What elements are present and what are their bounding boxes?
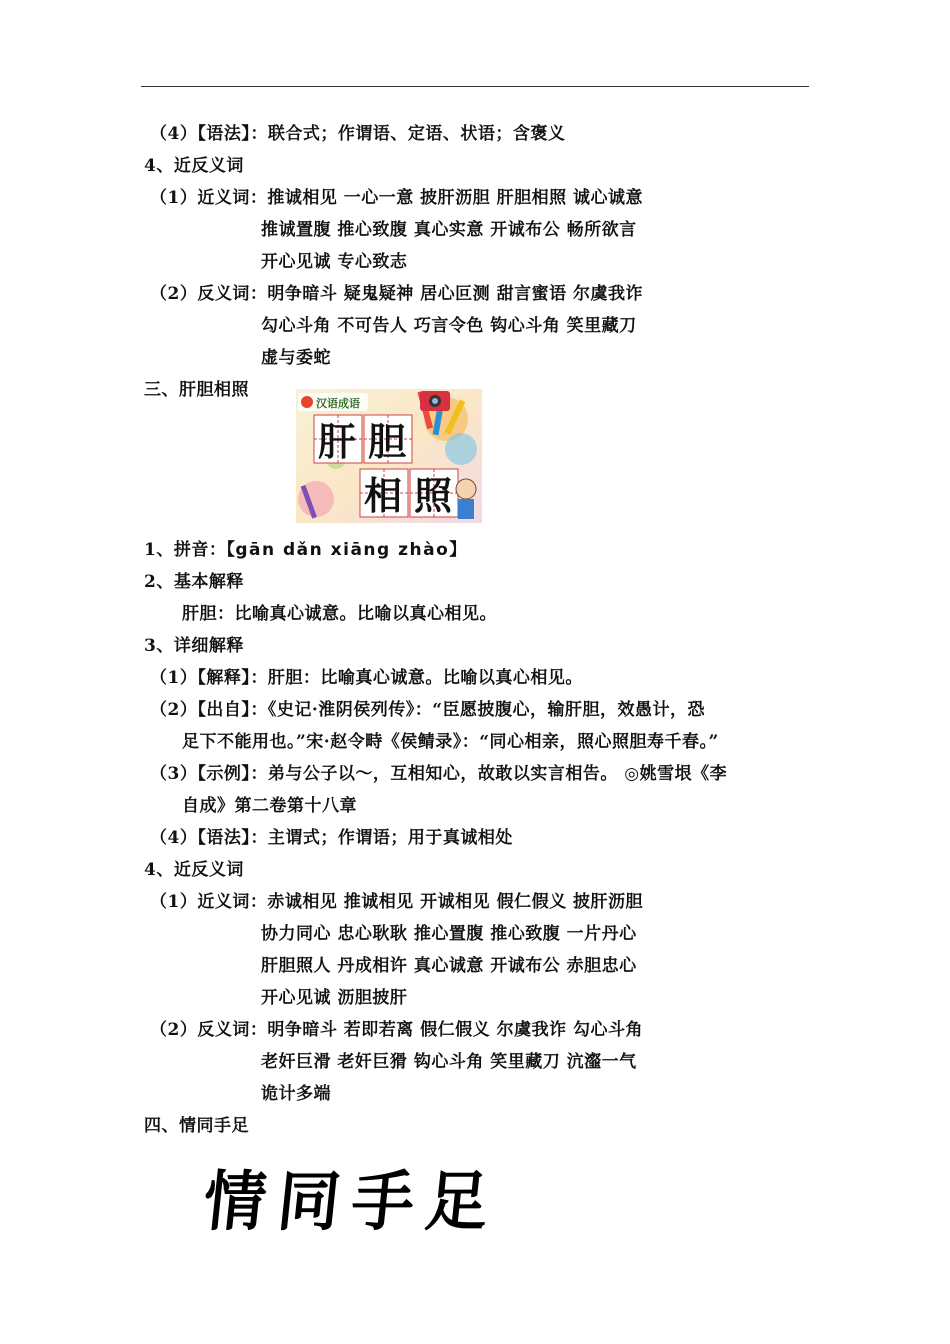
pinyin-line — [144, 538, 467, 562]
section-heading-synonyms-2: 4、近反义词 — [144, 860, 244, 880]
pinyin-value: gān dǎn xiāng zhào — [235, 540, 450, 560]
calligraphy-title: 情同手足 — [200, 1163, 505, 1240]
illus-char-1: 肝 — [318, 419, 357, 464]
chapter-heading-qingtong: 四、情同手足 — [144, 1116, 249, 1136]
idiom-illustration — [296, 389, 482, 523]
illus-char-3: 相 — [364, 473, 403, 518]
detail-source-line-1: （2）【出自】：《史记·淮阴侯列传》：“臣愿披腹心，输肝胆，效愚计，恐 — [150, 700, 706, 720]
synonyms-line-2: 推诚置腹 推心致腹 真心实意 开诚布公 畅所欲言 — [261, 220, 637, 240]
grammar-line-1: （4）【语法】：联合式；作谓语、定语、状语；含褒义 — [150, 124, 566, 144]
grammar-line-2: （4）【语法】：主谓式；作谓语；用于真诚相处 — [150, 828, 513, 848]
section-heading-synonyms-1: 4、近反义词 — [144, 156, 244, 176]
idiom-illustration-graphic — [296, 389, 482, 523]
illus-char-2: 胆 — [368, 419, 407, 464]
synonyms2-line-1: （1）近义词：赤诚相见 推诚相见 开诚相见 假仁假义 披肝沥胆 — [150, 892, 644, 912]
illus-char-4: 照 — [414, 473, 453, 518]
antonyms2-line-3: 诡计多端 — [261, 1084, 331, 1104]
basic-explanation-heading: 2、基本解释 — [144, 572, 244, 592]
synonyms2-line-2: 协力同心 忠心耿耿 推心置腹 推心致腹 一片丹心 — [261, 924, 637, 944]
antonyms-line-3: 虚与委蛇 — [261, 348, 331, 368]
basic-explanation-text: 肝胆：比喻真心诚意。比喻以真心相见。 — [182, 604, 497, 624]
detail-explanation-line: （1）【解释】：肝胆：比喻真心诚意。比喻以真心相见。 — [150, 668, 583, 688]
synonyms2-line-4: 开心见诚 沥胆披肝 — [261, 988, 408, 1008]
chapter-heading-gandan: 三、肝胆相照 — [144, 380, 249, 400]
antonyms2-line-1: （2）反义词：明争暗斗 若即若离 假仁假义 尔虞我诈 勾心斗角 — [150, 1020, 644, 1040]
pinyin-suffix: 】 — [449, 540, 467, 560]
badge-text: 汉语成语 — [316, 397, 360, 410]
detail-example-line-1: （3）【示例】：弟与公子以～，互相知心，故敢以实言相告。 ◎姚雪垠《李 — [150, 764, 728, 784]
antonyms-line-1: （2）反义词：明争暗斗 疑鬼疑神 居心叵测 甜言蜜语 尔虞我诈 — [150, 284, 644, 304]
header-rule — [141, 86, 809, 87]
detail-source-line-2: 足下不能用也。”宋·赵令畤《侯鲭录》：“同心相亲，照心照胆寿千春。” — [182, 732, 719, 752]
antonyms2-line-2: 老奸巨滑 老奸巨猾 钩心斗角 笑里藏刀 沆瀣一气 — [261, 1052, 637, 1072]
detailed-explanation-heading: 3、详细解释 — [144, 636, 244, 656]
synonyms2-line-3: 肝胆照人 丹成相许 真心诚意 开诚布公 赤胆忠心 — [261, 956, 637, 976]
antonyms-line-2: 勾心斗角 不可告人 巧言令色 钩心斗角 笑里藏刀 — [261, 316, 637, 336]
synonyms-line-3: 开心见诚 专心致志 — [261, 252, 408, 272]
synonyms-line-1: （1）近义词：推诚相见 一心一意 披肝沥胆 肝胆相照 诚心诚意 — [150, 188, 644, 208]
pinyin-prefix: 1、拼音：【 — [144, 540, 236, 560]
detail-example-line-2: 自成》第二卷第十八章 — [182, 796, 357, 816]
